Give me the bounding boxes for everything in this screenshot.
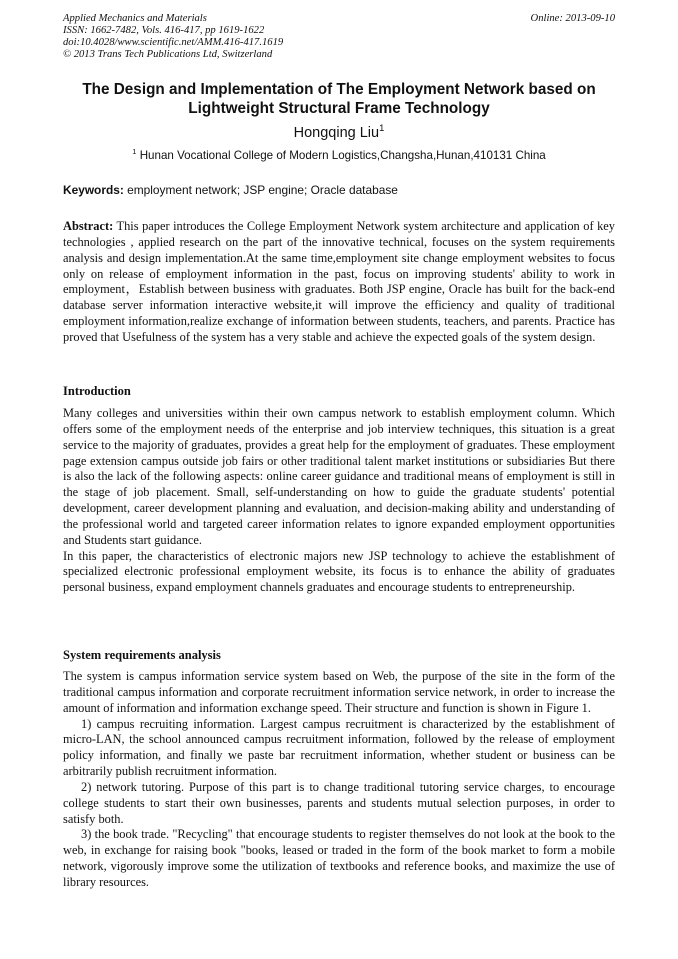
paper-title: The Design and Implementation of The Employment Network based on Lightweight Structural Frame Technology — [82, 81, 596, 117]
journal-doi: doi:10.4028/www.scientific.net/AMM.416-417.1619 — [63, 37, 284, 48]
journal-issn: ISSN: 1662-7482, Vols. 416-417, pp 1619-1622 — [63, 25, 265, 36]
affiliation-superscript: 1 — [132, 147, 137, 157]
affiliation-text: Hunan Vocational College of Modern Logistics,Changsha,Hunan,410131 China — [139, 149, 546, 162]
journal-name: Applied Mechanics and Materials — [63, 13, 207, 24]
requirements-heading: System requirements analysis — [63, 648, 221, 662]
keywords-line — [63, 183, 615, 198]
requirements-paragraph-1: The system is campus information service system based on Web, the purpose of the site in the form of the traditional campus information and corporate recruitment information service network, in order to increase the amount of information and information exchange speed. Their structure and function is shown in Figure 1. — [63, 669, 615, 715]
keywords-label: Keywords: — [63, 183, 124, 197]
abstract-text: This paper introduces the College Employment Network system architecture and application of key technologies , applied research on the part of the innovative technical, focuses on the system requirements analysis and design implementation.At the same time,employment site change employment websites to focus only on release of employment information in the past, focus on improving students' ability to work in employment，Establish between business with graduates. Both JSP engine, Oracle has built for the back-end database server information interactive website,it will improve the efficiency and quality of traditional employment information,realize exchange of information between students, teachers, and parents. Practice has proved that Usefulness of the system has a very stable and achieve the expected goals of the system design. — [63, 219, 615, 344]
abstract-paragraph — [63, 219, 615, 346]
keywords-text: employment network; JSP engine; Oracle database — [127, 183, 398, 197]
requirements-item-2: 2) network tutoring. Purpose of this part is to change traditional tutoring service charges, to encourage college students to start their own businesses, parents and students mutual selection purposes, in order to satisfy both. — [63, 779, 615, 826]
introduction-paragraph-2: In this paper, the characteristics of electronic majors new JSP technology to achieve the establishment of specialized electronic professional employment website, its focus is to enhance the ability of graduates personal business, expand employment channels graduates and encourage students to entrepreneurship. — [63, 548, 615, 595]
requirements-item-3: 3) the book trade. "Recycling" that encourage students to register themselves do not look at the book to the web, in exchange for raising book "books, leased or traded in the form of the book market to form a mobile network, vigorously improve some the utilization of textbooks and reference books, and maximize the use of library resources. — [63, 827, 615, 889]
introduction-heading: Introduction — [63, 384, 131, 398]
author-name: Hongqing Liu — [293, 125, 380, 141]
journal-header — [63, 13, 615, 61]
requirements-section — [63, 669, 615, 891]
journal-copyright: © 2013 Trans Tech Publications Ltd, Switzerland — [63, 49, 273, 60]
online-date: Online: 2013-09-10 — [530, 13, 615, 24]
author-superscript: 1 — [379, 122, 385, 134]
requirements-item-1: 1) campus recruiting information. Largest campus recruitment is characterized by the establishment of micro-LAN, the school announced campus recruitment information, followed by the release of employment policy information, and finally we paste bar recruitment information, whether student or business can be arbitrarily publish recruitment information. — [63, 716, 615, 779]
abstract-label: Abstract: — [63, 219, 114, 233]
introduction-paragraph-1: Many colleges and universities within their own campus network to establish employment column. Which offers some of the employment needs of the enterprise and job interview techniques, this situation is a great service to the majority of graduates, provides a great help for the employment of graduates. These employment page extension campus outside job fairs or other traditional talent market institutions or subsidiaries But there is also the lack of the following aspects: online career guidance and traditional means of employment is still in the stage of job placement. Small, self-understanding on how to guide the graduate students' potential development, career development planning and evaluation, and decision-making ability and understanding of the professional world and targeted career information relates to ignore expanded employment opportunities and Students start guidance. — [63, 406, 615, 547]
affiliation-line — [63, 148, 615, 163]
author-line — [63, 124, 615, 142]
introduction-section — [63, 406, 615, 596]
